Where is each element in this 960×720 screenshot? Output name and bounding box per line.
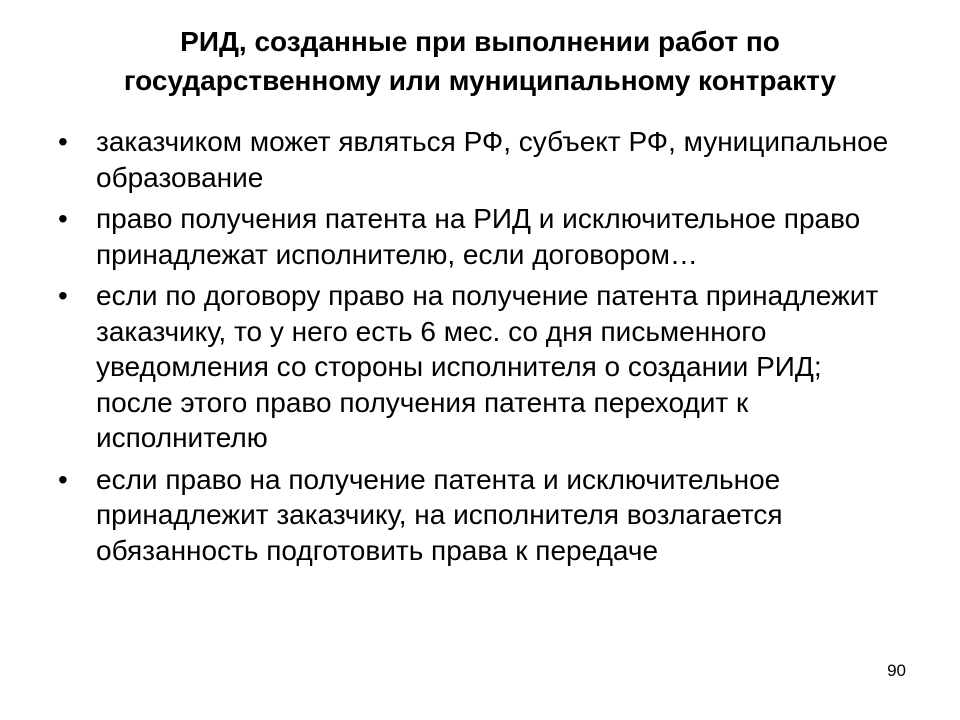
- bullet-item: [56, 278, 906, 456]
- bullet-text: право получения патента на РИД и исключительное право принадлежат исполнителю, если договором…: [96, 203, 861, 270]
- slide-title-line-1: РИД, созданные при выполнении работ по: [180, 26, 780, 57]
- bullet-text: если право на получение патента и исключительное принадлежит заказчику, на исполнителя возлагается обязанность подготовить права к передаче: [96, 463, 783, 566]
- bullet-item: [56, 462, 906, 569]
- bullet-item: [56, 201, 906, 272]
- bullet-list: [56, 124, 906, 574]
- slide-title-line-2: государственному или муниципальному контракту: [123, 65, 837, 96]
- bullet-text: заказчиком может являться РФ, субъект РФ, муниципальное образование: [96, 126, 889, 193]
- bullet-icon: •: [58, 463, 68, 495]
- bullet-icon: •: [58, 126, 68, 157]
- bullet-item: [56, 124, 906, 195]
- bullet-icon: •: [58, 203, 68, 234]
- page-number: 90: [887, 661, 906, 680]
- slide-title: [40, 22, 920, 100]
- bullet-text: если по договору право на получение патента принадлежит заказчику, то у него есть 6 мес. со дня письменного уведомления со стороны исполнителя о создании РИД; после этого право получения патента переходит к исполнителю: [96, 280, 879, 453]
- bullet-icon: •: [58, 280, 68, 311]
